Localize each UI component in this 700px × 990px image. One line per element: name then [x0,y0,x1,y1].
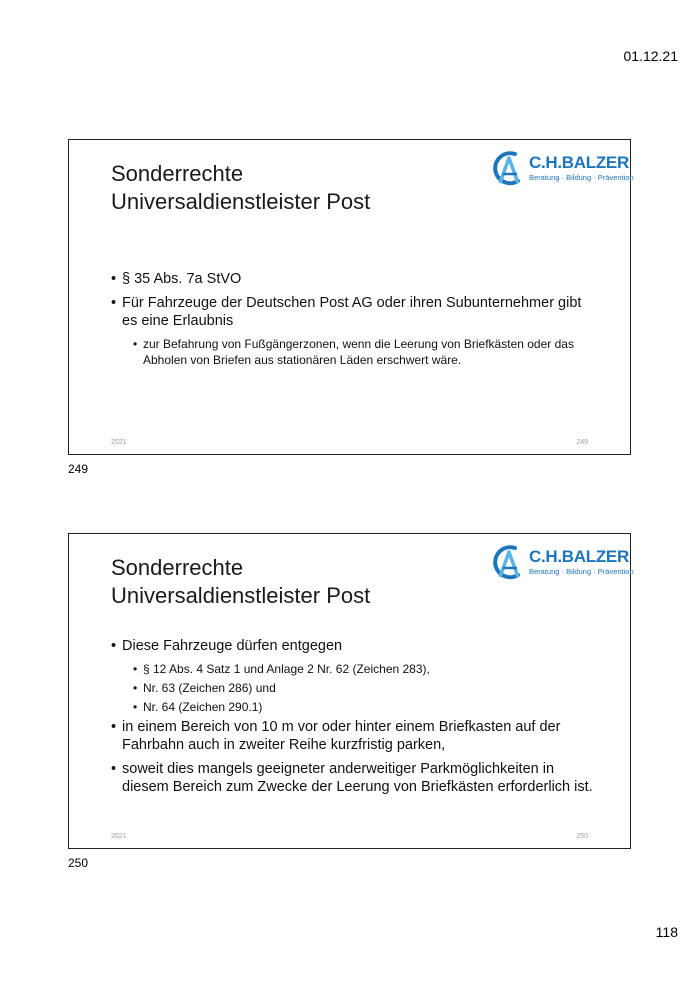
slide-footer-number: 250 [576,833,588,840]
bullet-item [111,760,594,796]
company-logo [491,544,634,584]
slide-title [111,554,441,610]
sub-bullet-item [133,699,594,715]
sub-bullet-text: Nr. 64 (Zeichen 290.1) [143,700,263,714]
bullet-dot: • [111,719,117,735]
bullet-dot: • [133,337,138,351]
bullet-dot: • [111,295,117,311]
bullet-list [111,270,594,371]
sub-bullet-item [133,661,594,677]
balzer-logo-icon [491,544,525,582]
slide-250 [68,533,634,849]
slide-249 [68,139,634,455]
slide-caption: 250 [68,856,89,870]
slide-title [111,160,441,216]
slide-title-line-2: Universaldienstleister Post [111,189,371,214]
balzer-logo-icon [491,150,525,188]
bullet-dot: • [111,271,117,287]
slide-title-line-1: Sonderrechte [111,555,244,580]
bullet-text: Diese Fahrzeuge dürfen entgegen [122,638,343,654]
bullet-item [111,294,594,330]
sub-bullet-text: Nr. 63 (Zeichen 286) und [143,681,276,695]
slide-footer-number: 249 [576,439,588,446]
bullet-dot: • [133,662,138,676]
logo-tagline: Beratung · Bildung · Prävention [529,173,634,182]
sub-bullet-text: § 12 Abs. 4 Satz 1 und Anlage 2 Nr. 62 (Zeichen 283), [143,662,430,676]
sub-bullet-item [133,336,594,368]
bullet-dot: • [133,681,138,695]
slide-footer-year: 2021 [111,439,127,446]
page-number: 118 [655,924,678,940]
bullet-list [111,637,594,802]
sub-bullet-item [133,680,594,696]
logo-name: C.H.BALZER [529,547,629,566]
logo-tagline: Beratung · Bildung · Prävention [529,567,634,576]
bullet-text: soweit dies mangels geeigneter anderweitiger Parkmöglichkeiten in diesem Bereich zum Zwecke der Leerung von Briefkästen erforderlich ist. [122,761,593,795]
company-logo [491,150,634,190]
bullet-item [111,637,594,655]
bullet-dot: • [111,761,117,777]
bullet-text: in einem Bereich von 10 m vor oder hinter einem Briefkasten auf der Fahrbahn auch in zweiter Reihe kurzfristig parken, [122,719,561,753]
bullet-item [111,270,594,288]
page-date: 01.12.21 [623,48,678,64]
slide-footer-year: 2021 [111,833,127,840]
bullet-text: Für Fahrzeuge der Deutschen Post AG oder ihren Subunternehmer gibt es eine Erlaubnis [122,295,582,329]
slide-title-line-2: Universaldienstleister Post [111,583,371,608]
slide-title-line-1: Sonderrechte [111,161,244,186]
bullet-dot: • [111,638,117,654]
slide-caption: 249 [68,462,89,476]
logo-name: C.H.BALZER [529,153,629,172]
bullet-text: § 35 Abs. 7a StVO [122,271,242,287]
sub-bullet-text: zur Befahrung von Fußgängerzonen, wenn die Leerung von Briefkästen oder das Abholen von Briefen aus stationären Läden erschwert wäre. [143,337,574,367]
bullet-item [111,718,594,754]
bullet-dot: • [133,700,138,714]
